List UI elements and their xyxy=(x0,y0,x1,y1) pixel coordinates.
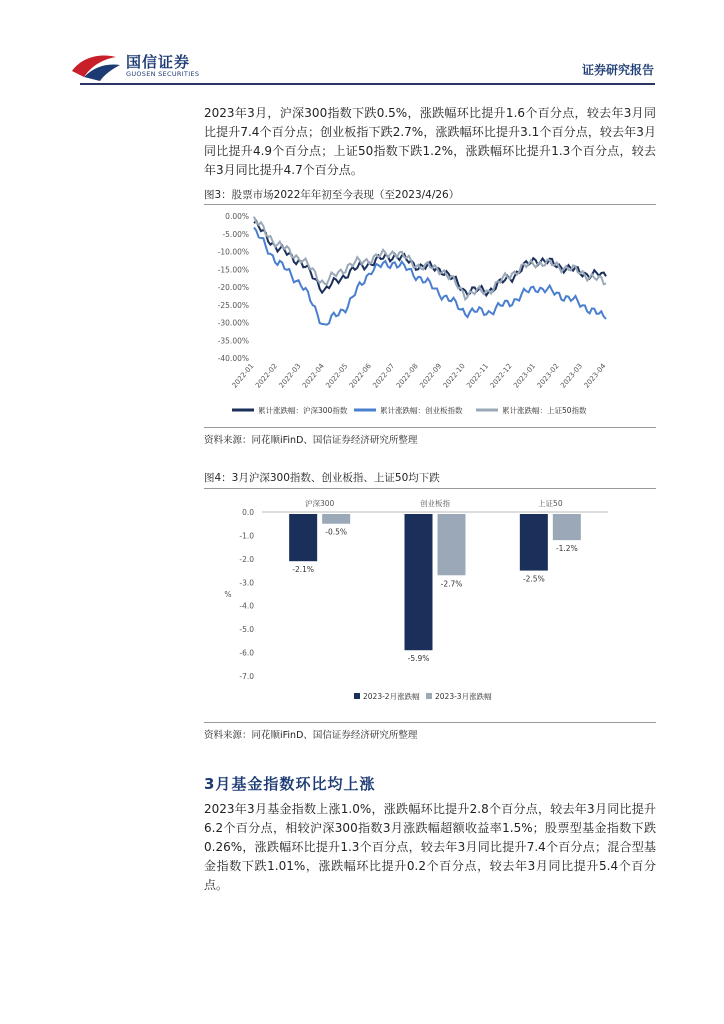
figure3-top-rule xyxy=(204,204,656,205)
x-tick-label: 2022-12 xyxy=(488,362,514,390)
legend-label-1: 累计涨跌幅：创业板指数 xyxy=(380,406,463,415)
series-line-2 xyxy=(254,217,606,300)
x-tick-label: 2023-04 xyxy=(582,362,608,390)
bar-0 xyxy=(289,514,317,561)
brand-name-cn: 国信证券 xyxy=(126,53,191,71)
legend-label-2: 累计涨跌幅：上证50指数 xyxy=(502,406,587,415)
bar-value-label: -2.1% xyxy=(292,565,315,575)
y-tick-label: -10.00% xyxy=(217,247,249,257)
category-label: 创业板指 xyxy=(420,499,450,508)
report-type-label: 证券研究报告 xyxy=(581,63,654,77)
figure4-bottom-rule xyxy=(204,722,656,723)
y-tick-label: -30.00% xyxy=(217,318,249,328)
y-tick-label: -35.00% xyxy=(217,336,249,346)
y-tick-label: -3.0 xyxy=(239,578,254,588)
bar-1 xyxy=(322,514,350,524)
index-monthly-bar-chart xyxy=(204,490,656,718)
figure3-title: 图3：股票市场2022年年初至今表现（至2023/4/26） xyxy=(204,189,460,201)
fund-index-paragraph: 2023年3月基金指数上涨1.0%，涨跌幅环比提升2.8个百分点，较去年3月同比提升6.2个百分点，相较沪深300指数3月涨跌幅超额收益率1.5%；股票型基金指数下跌0.26%，涨跌幅环比提升1.3个百分点，较去年3月同比提升7.4个百分点；混合型基金指数下跌1.01%，涨跌幅环比提升0.2个百分点，较去年3月同比提升5.4个百分点。 xyxy=(204,802,656,892)
y-tick-label: -4.0 xyxy=(239,601,254,611)
bar-value-label: -1.2% xyxy=(555,544,578,554)
y-tick-label: -5.00% xyxy=(222,229,249,239)
y-tick-label: -6.0 xyxy=(239,648,254,658)
y-tick-label: -2.0 xyxy=(239,554,254,564)
x-tick-label: 2022-07 xyxy=(371,362,397,390)
legend-swatch-1 xyxy=(426,693,432,699)
bar-0 xyxy=(520,514,548,571)
x-tick-label: 2022-03 xyxy=(277,362,303,390)
bar-1 xyxy=(553,514,581,540)
y-tick-label: -1.0 xyxy=(239,531,254,541)
x-tick-label: 2022-05 xyxy=(324,362,350,390)
y-tick-label: -25.00% xyxy=(217,300,249,310)
bar-value-label: -2.7% xyxy=(440,579,463,589)
figure3-source: 资料来源：同花顺iFinD、国信证券经济研究所整理 xyxy=(204,435,418,446)
y-tick-label: -15.00% xyxy=(217,265,249,275)
x-tick-label: 2022-10 xyxy=(441,362,467,390)
figure3-bottom-rule xyxy=(204,427,656,428)
y-axis-label: % xyxy=(224,590,232,599)
market-summary-paragraph: 2023年3月，沪深300指数下跌0.5%，涨跌幅环比提升1.6个百分点，较去年3月同比提升7.4个百分点；创业板指下跌2.7%，涨跌幅环比提升3.1个百分点，较去年3月同比提升4.9个百分点；上证50指数下跌1.2%，涨跌幅环比提升1.3个百分点，较去年3月同比提升4.7个百分点。 xyxy=(204,106,656,177)
figure4-title: 图4：3月沪深300指数、创业板指、上证50均下跌 xyxy=(204,472,440,484)
y-tick-label: -5.0 xyxy=(239,625,254,635)
header-divider xyxy=(80,83,655,85)
legend-swatch-0 xyxy=(354,693,360,699)
y-tick-label: -7.0 xyxy=(239,672,254,681)
section-heading: 3月基金指数环比均上涨 xyxy=(204,775,376,793)
category-label: 沪深300 xyxy=(305,499,335,508)
x-tick-label: 2022-02 xyxy=(254,362,279,390)
legend-label-0: 累计涨跌幅：沪深300指数 xyxy=(258,406,348,415)
legend-label-0: 2023-2月涨跌幅 xyxy=(363,692,420,701)
x-tick-label: 2023-03 xyxy=(559,362,585,390)
bar-0 xyxy=(405,514,433,650)
x-tick-label: 2022-08 xyxy=(394,362,420,390)
x-tick-label: 2022-06 xyxy=(347,362,373,390)
x-tick-label: 2022-09 xyxy=(418,362,444,390)
x-tick-label: 2022-01 xyxy=(230,362,256,390)
series-line-1 xyxy=(254,228,606,325)
y-tick-label: -20.00% xyxy=(217,283,249,292)
stock-market-line-chart xyxy=(204,206,656,426)
bar-1 xyxy=(438,514,466,575)
x-tick-label: 2022-04 xyxy=(301,362,326,390)
y-tick-label: 0.0 xyxy=(242,508,254,517)
bar-value-label: -2.5% xyxy=(522,574,545,584)
x-tick-label: 2023-01 xyxy=(512,362,538,390)
bar-value-label: -5.9% xyxy=(407,654,430,664)
legend-label-1: 2023-3月涨跌幅 xyxy=(435,692,492,701)
bar-value-label: -0.5% xyxy=(325,527,348,537)
y-tick-label: -40.00% xyxy=(217,354,249,363)
figure4-source: 资料来源：同花顺iFinD、国信证券经济研究所整理 xyxy=(204,730,418,741)
x-tick-label: 2023-02 xyxy=(535,362,561,390)
y-tick-label: 0.00% xyxy=(225,212,249,221)
brand-name-en: GUOSEN SECURITIES xyxy=(126,70,200,78)
figure4-top-rule xyxy=(204,488,656,489)
category-label: 上证50 xyxy=(538,499,563,508)
x-tick-label: 2022-11 xyxy=(465,362,491,390)
